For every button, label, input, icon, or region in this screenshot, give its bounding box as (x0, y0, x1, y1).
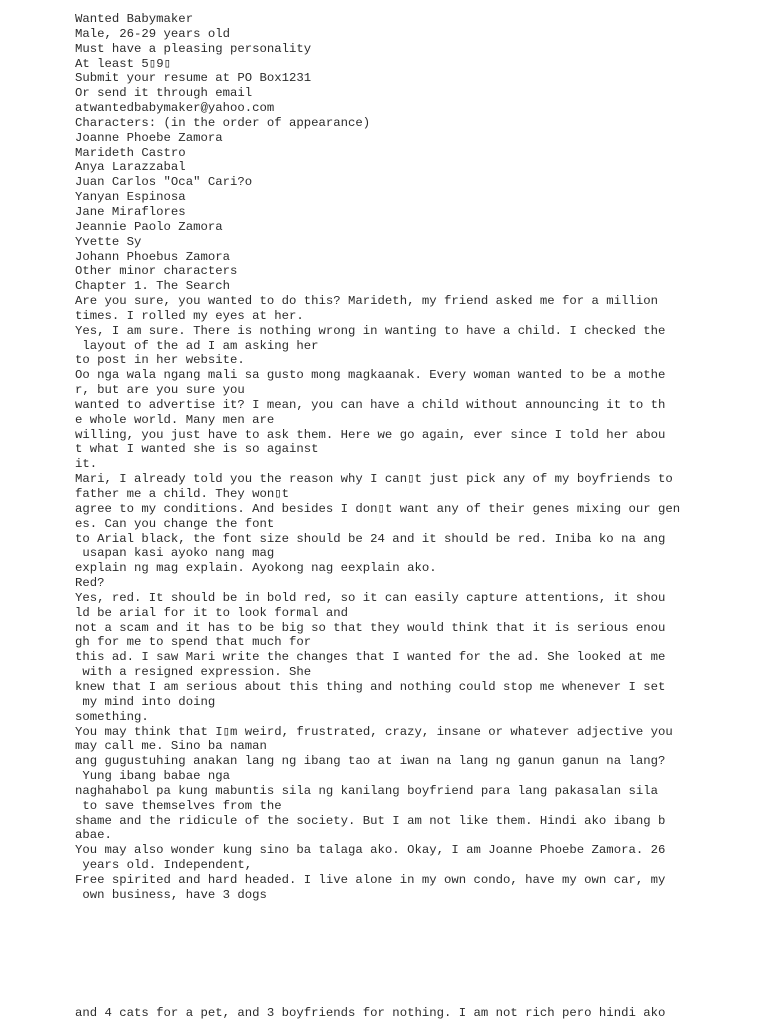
text-line: own business, have 3 dogs (75, 887, 267, 902)
text-line: Anya Larazzabal (75, 160, 186, 175)
text-line: willing, you just have to ask them. Here we go again, ever since I told her abou (75, 427, 666, 442)
text-line: Submit your resume at PO Box1231 (75, 71, 312, 86)
text-line: knew that I am serious about this thing and nothing could stop me whenever I set (75, 679, 666, 694)
text-line: Male, 26-29 years old (75, 26, 230, 41)
text-line: Juan Carlos "Oca" Cari?o (75, 175, 253, 190)
text-line: wanted to advertise it? I mean, you can have a child without announcing it to th (75, 397, 666, 412)
text-line: Free spirited and hard headed. I live alone in my own condo, have my own car, my (75, 872, 666, 887)
text-line: Marideth Castro (75, 145, 186, 160)
text-line: abae. (75, 828, 112, 843)
text-line: atwantedbabymaker@yahoo.com (75, 101, 275, 116)
text-line: es. Can you change the font (75, 516, 275, 531)
text-line: Wanted Babymaker (75, 12, 194, 26)
text-line: agree to my conditions. And besides I don▯t want any of their genes mixing our gen (75, 501, 681, 516)
text-line: it. (75, 457, 98, 472)
text-line: Oo nga wala ngang mali sa gusto mong magkaanak. Every woman wanted to be a mothe (75, 368, 666, 383)
text-line: not a scam and it has to be big so that they would think that it is serious enou (75, 620, 666, 635)
text-line: Or send it through email (75, 86, 253, 101)
text-line: ld be arial for it to look formal and (75, 605, 349, 620)
text-line: my mind into doing (75, 694, 216, 709)
text-line: You may also wonder kung sino ba talaga ako. Okay, I am Joanne Phoebe Zamora. 26 (75, 843, 666, 858)
document-body (75, 12, 680, 903)
text-line: explain ng mag explain. Ayokong nag eexplain ako. (75, 561, 437, 576)
text-line: naghahabol pa kung mabuntis sila ng kanilang boyfriend para lang pakasalan sila (75, 783, 658, 798)
text-line: father me a child. They won▯t (75, 487, 290, 501)
text-line: t what I wanted she is so against (75, 442, 319, 457)
text-line: Are you sure, you wanted to do this? Marideth, my friend asked me for a million (75, 294, 658, 309)
text-line: Jeannie Paolo Zamora (75, 219, 223, 234)
text-line: with a resigned expression. She (75, 665, 312, 680)
document-bottom-line: and 4 cats for a pet, and 3 boyfriends for nothing. I am not rich pero hindi ako (75, 1006, 666, 1020)
text-line: Joanne Phoebe Zamora (75, 130, 223, 145)
text-line: Yes, I am sure. There is nothing wrong in wanting to have a child. I checked the (75, 323, 666, 338)
text-line: times. I rolled my eyes at her. (75, 308, 304, 323)
text-line: Red? (75, 576, 105, 591)
text-line: to save themselves from the (75, 798, 282, 813)
text-line: Other minor characters (75, 264, 238, 279)
text-line: to post in her website. (75, 353, 245, 368)
text-line: At least 5▯9▯ (75, 56, 171, 71)
text-line: ang gugustuhing anakan lang ng ibang tao at iwan na lang ng ganun ganun na lang? (75, 754, 666, 769)
text-line: something. (75, 709, 149, 724)
text-line: Yung ibang babae nga (75, 769, 230, 784)
text-line: Mari, I already told you the reason why I can▯t just pick any of my boyfriends to (75, 472, 673, 487)
text-line: years old. Independent, (75, 858, 253, 873)
text-line: gh for me to spend that much for (75, 635, 312, 650)
text-line: may call me. Sino ba naman (75, 739, 267, 754)
text-line: this ad. I saw Mari write the changes that I wanted for the ad. She looked at me (75, 650, 666, 665)
text-line: e whole world. Many men are (75, 412, 275, 427)
text-line: r, but are you sure you (75, 383, 245, 398)
text-line: Yes, red. It should be in bold red, so it can easily capture attentions, it shou (75, 590, 666, 605)
text-line: Johann Phoebus Zamora (75, 249, 230, 264)
text-line: usapan kasi ayoko nang mag (75, 546, 275, 561)
text-line: You may think that I▯m weird, frustrated, crazy, insane or whatever adjective you (75, 724, 673, 739)
text-line: Yvette Sy (75, 234, 142, 249)
text-line: layout of the ad I am asking her (75, 338, 319, 353)
text-line: Jane Miraflores (75, 204, 186, 219)
text-line: shame and the ridicule of the society. But I am not like them. Hindi ako ibang b (75, 813, 666, 828)
text-line: Characters: (in the order of appearance) (75, 115, 371, 130)
text-line: to Arial black, the font size should be 24 and it should be red. Iniba ko na ang (75, 531, 666, 546)
text-line: Must have a pleasing personality (75, 41, 312, 56)
text-line: Chapter 1. The Search (75, 279, 230, 294)
text-line: Yanyan Espinosa (75, 190, 186, 205)
